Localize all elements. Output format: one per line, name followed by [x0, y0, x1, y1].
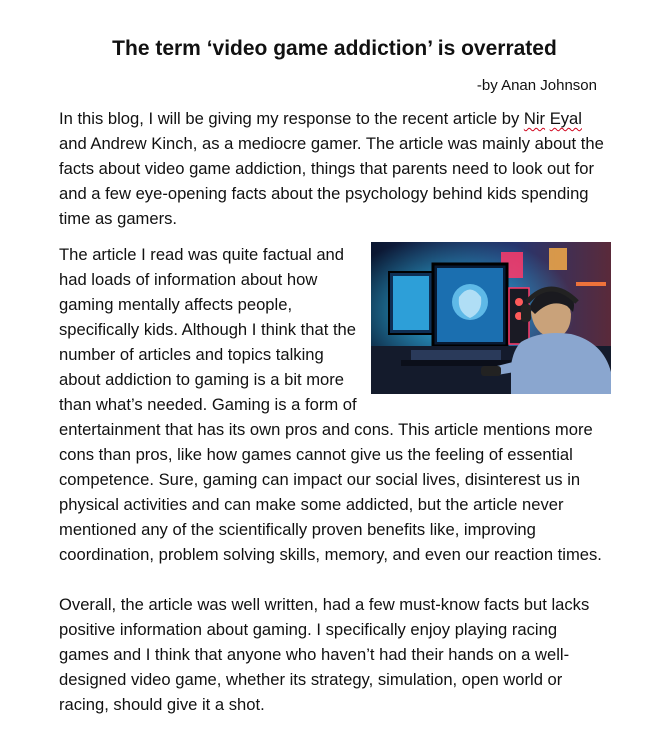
body-paragraph	[59, 242, 611, 567]
gamer-photo-illustration	[371, 242, 611, 394]
body-paragraph-text: The article I read was quite factual and had loads of information about how gaming mentally affects people, specifically kids. Although I think that the number of articles and topics talking about addiction to gaming is a bit more than what’s needed. Gaming is a form of entertainment that has its own pros and cons. This article mentions more cons than pros, like how games cannot give us the feeling of essential competence. Sure, gaming can impact our social lives, disinterest us in physical activities and can make some addicted, but the article never mentioned any of the scientifically proven benefits like, improving coordination, problem solving skills, memory, and even our reaction times.	[59, 245, 602, 564]
article-title: The term ‘video game addiction’ is overrated	[112, 37, 557, 60]
gamer-photo	[371, 242, 611, 394]
intro-paragraph	[59, 106, 611, 231]
conclusion-paragraph: Overall, the article was well written, had a few must-know facts but lacks positive information about gaming. I specifically enjoy playing racing games and I think that anyone who haven’t had their hands on a well-designed video game, whether its strategy, simulation, open world or racing, should give it a shot.	[59, 595, 590, 714]
intro-text-after: and Andrew Kinch, as a mediocre gamer. The article was mainly about the facts about video game addiction, things that parents need to look out for and a few eye-opening facts about the psychology behind kids spending time as gamers.	[59, 134, 604, 228]
misspelled-word-nir: Nir	[523, 109, 546, 128]
misspelled-word-eyal: Eyal	[549, 109, 582, 128]
intro-text-before: In this blog, I will be giving my response to the recent article by	[59, 109, 524, 128]
author-byline: -by Anan Johnson	[476, 77, 597, 94]
